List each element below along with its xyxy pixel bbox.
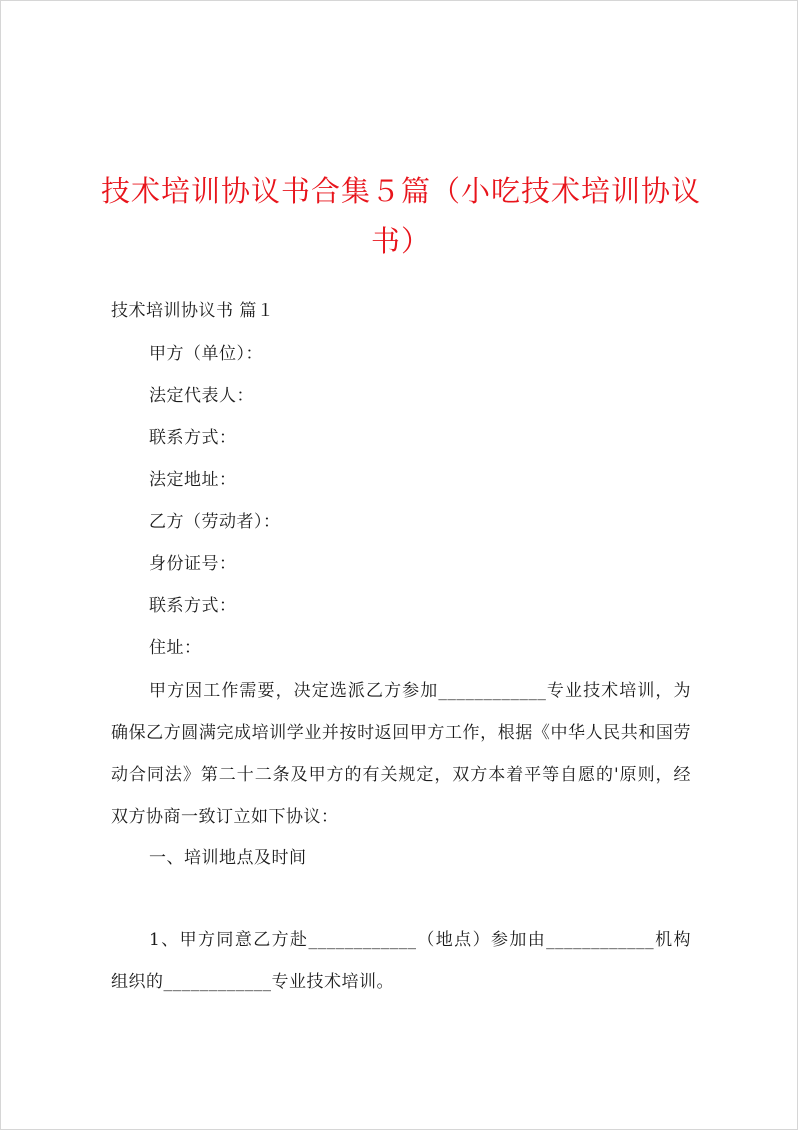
field-party-b-contact: 联系方式： [149,596,237,616]
document-title: 技术培训协议书合集５篇（小吃技术培训协议书） [101,174,702,258]
field-id-number: 身份证号： [149,554,237,574]
field-legal-address: 法定地址： [149,470,237,490]
field-party-a-unit: 甲方（单位）： [149,344,263,364]
field-legal-representative: 法定代表人： [149,386,254,406]
field-address: 住址： [149,638,202,658]
field-party-a-contact: 联系方式： [149,428,237,448]
section-heading: 技术培训协议书 篇１ [111,301,275,321]
clause-heading-training-location-time: 一、培训地点及时间 [149,848,307,868]
clause-1-paragraph: 1、甲方同意乙方赴____________（地点）参加由____________机构组织的____________专业技术培训。 [111,930,691,992]
intro-paragraph: 甲方因工作需要，决定选派乙方参加____________专业技术培训，为确保乙方圆满完成培训学业并按时返回甲方工作，根据《中华人民共和国劳动合同法》第二十二条及甲方的有关规定，双方本着平等自愿的'原则，经双方协商一致订立如下协议： [111,681,691,827]
field-party-b-worker: 乙方（劳动者）： [149,512,281,532]
